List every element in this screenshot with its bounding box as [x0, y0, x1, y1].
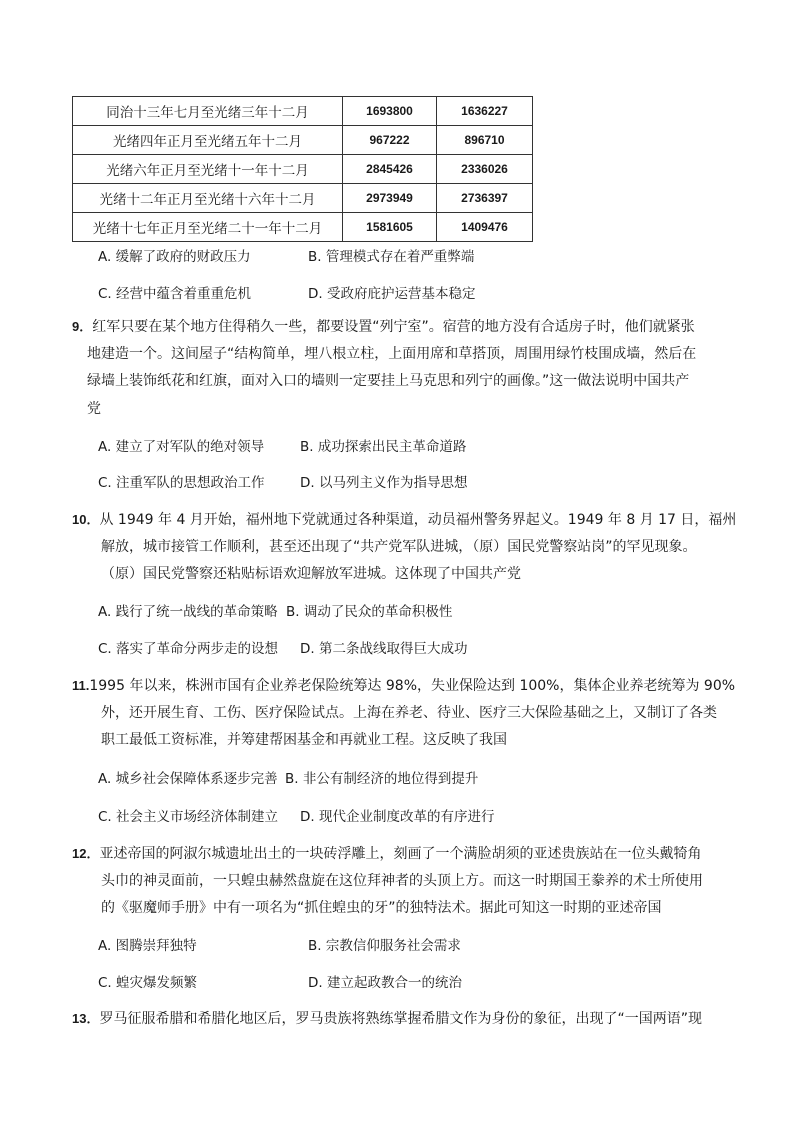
- q10-option-c: C. 落实了革命分两步走的设想: [98, 641, 279, 657]
- q12-number: 12．: [72, 846, 100, 861]
- q8-option-d: D. 受政府庇护运营基本稳定: [308, 286, 476, 302]
- q10-option-a: A. 践行了统一战线的革命策略: [98, 604, 278, 620]
- q12-option-d: D. 建立起政教合一的统治: [308, 975, 462, 991]
- q10-line-2: 解放，城市接管工作顺利，甚至还出现了“共产党军队进城，（原）国民党警察站岗”的罕见现象。: [101, 539, 697, 555]
- q10-line-1: 从 1949 年 4 月开始，福州地下党就通过各种渠道，动员福州警务界起义。1949 年 8 月 17 日，福州: [99, 512, 737, 528]
- q10-line-3: （原）国民党警察还粘贴标语欢迎解放军进城。这体现了中国共产党: [101, 566, 521, 582]
- q11-line-2: 外，还开展生育、工伤、医疗保险试点。上海在养老、待业、医疗三大保险基础之上，又制订了各类: [101, 705, 717, 721]
- table-row: [73, 126, 533, 155]
- q11-option-d: D. 现代企业制度改革的有序进行: [300, 809, 495, 825]
- q12-option-b: B. 宗教信仰服务社会需求: [308, 938, 461, 954]
- table-row: [73, 213, 533, 242]
- table-cell-period: 同治十三年七月至光绪三年十二月: [73, 97, 343, 126]
- q10-option-d: D. 第二条战线取得巨大成功: [300, 641, 468, 657]
- q12-line-1: 亚述帝国的阿淑尔城遗址出土的一块砖浮雕上，刻画了一个满脸胡须的亚述贵族站在一位头戴犄角: [99, 846, 702, 862]
- q12-option-c: C. 蝗灾爆发频繁: [98, 975, 198, 991]
- q9-option-b: B. 成功探索出民主革命道路: [300, 439, 467, 455]
- table-cell-period: 光绪十七年正月至光绪二十一年十二月: [73, 213, 343, 242]
- table-row: [73, 155, 533, 184]
- table-cell-value: 1693800: [343, 97, 437, 126]
- table-cell-value: 967222: [343, 126, 437, 155]
- table-cell-value: 1636227: [437, 97, 533, 126]
- table-cell-value: 2973949: [343, 184, 437, 213]
- q13-stem: [72, 1008, 702, 1028]
- q8-option-a: A. 缓解了政府的财政压力: [98, 249, 251, 265]
- table-cell-value: 1409476: [437, 213, 533, 242]
- table-cell-value: 896710: [437, 126, 533, 155]
- table-row: [73, 184, 533, 213]
- q9-number: 9．: [72, 319, 93, 334]
- q10-option-b: B. 调动了民众的革命积极性: [286, 604, 453, 620]
- revenue-table: [72, 96, 533, 242]
- q13-line-1: 罗马征服希腊和希腊化地区后，罗马贵族将熟练掌握希腊文作为身份的象征，出现了“一国两语”现: [99, 1011, 702, 1027]
- q8-option-c: C. 经营中蕴含着重重危机: [98, 286, 252, 302]
- q13-number: 13．: [72, 1011, 100, 1026]
- q9-option-d: D. 以马列主义作为指导思想: [300, 475, 468, 491]
- q11-number: 11.: [72, 678, 90, 693]
- table-cell-value: 1581605: [343, 213, 437, 242]
- q11-line-3: 职工最低工资标准，并筹建帮困基金和再就业工程。这反映了我国: [101, 732, 507, 748]
- table-row: [73, 97, 533, 126]
- q12-line-2: 头巾的神灵面前，一只蝗虫赫然盘旋在这位拜神者的头顶上方。而这一时期国王豢养的术士所使用: [101, 873, 703, 889]
- q10-stem: [72, 509, 736, 529]
- q8-option-b: B. 管理模式存在着严重弊端: [308, 249, 475, 265]
- q9-option-a: A. 建立了对军队的绝对领导: [98, 439, 265, 455]
- q9-line-1: 红军只要在某个地方住得稍久一些，都要设置“列宁室”。宿营的地方没有合适房子时，他们就紧张: [92, 319, 695, 335]
- q9-line-4: 党: [87, 401, 101, 417]
- q11-stem: [72, 675, 735, 695]
- q11-option-c: C. 社会主义市场经济体制建立: [98, 809, 279, 825]
- q9-line-3: 绿墙上装饰纸花和红旗，面对入口的墙则一定要挂上马克思和列宁的画像。”这一做法说明中国共产: [87, 373, 690, 389]
- q12-line-3: 的《驱魔师手册》中有一项名为“抓住蝗虫的牙”的独特法术。据此可知这一时期的亚述帝国: [101, 900, 662, 916]
- table-cell-period: 光绪六年正月至光绪十一年十二月: [73, 155, 343, 184]
- table-cell-value: 2736397: [437, 184, 533, 213]
- q11-option-b: B. 非公有制经济的地位得到提升: [285, 771, 479, 787]
- q11-line-1: 1995 年以来，株洲市国有企业养老保险统筹达 98%，失业保险达到 100%，集体企业养老统筹为 90%: [89, 678, 736, 694]
- q9-line-2: 地建造一个。这间屋子“结构简单，埋八根立柱，上面用席和草搭顶，周围用绿竹枝围成墙，然后在: [87, 346, 697, 362]
- q12-option-a: A. 图腾崇拜独特: [98, 938, 197, 954]
- q9-stem: [72, 316, 695, 336]
- table-cell-value: 2845426: [343, 155, 437, 184]
- q9-option-c: C. 注重军队的思想政治工作: [98, 475, 265, 491]
- q11-option-a: A. 城乡社会保障体系逐步完善: [98, 771, 278, 787]
- table-cell-period: 光绪十二年正月至光绪十六年十二月: [73, 184, 343, 213]
- table-cell-value: 2336026: [437, 155, 533, 184]
- q10-number: 10．: [72, 512, 100, 527]
- q12-stem: [72, 843, 701, 863]
- table-cell-period: 光绪四年正月至光绪五年十二月: [73, 126, 343, 155]
